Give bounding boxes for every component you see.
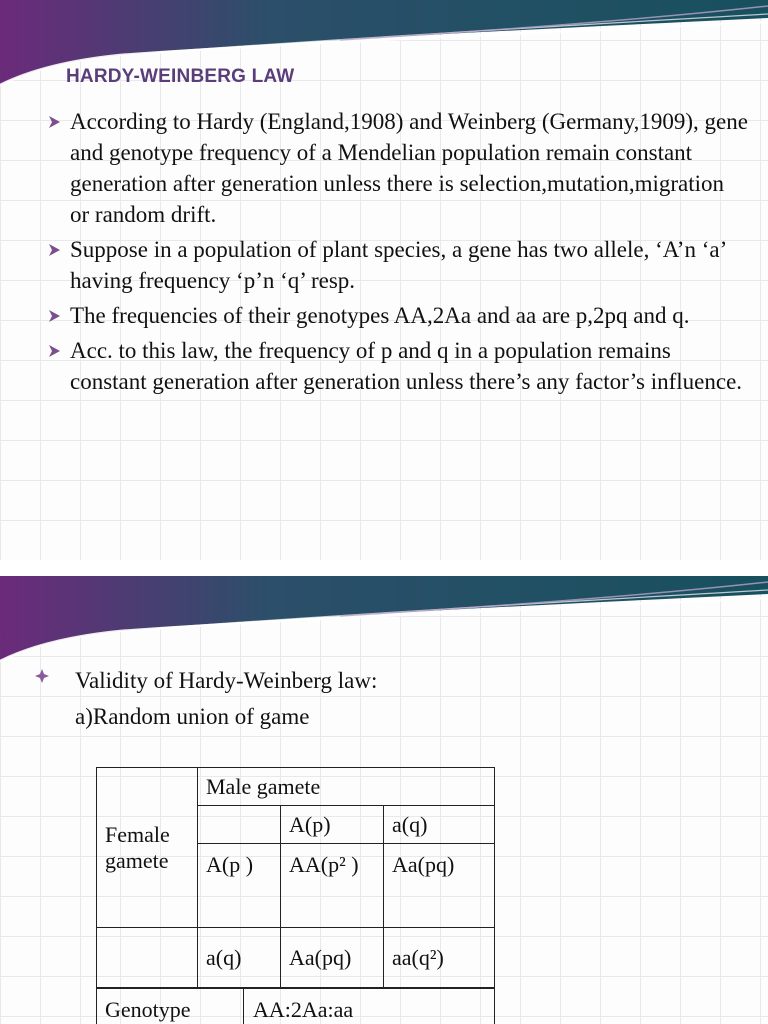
- slide-gap: [0, 560, 768, 576]
- genotype-value: AA:2Aa:aa: [253, 997, 354, 1022]
- row-header-cell: A(p ): [198, 844, 281, 928]
- bullet-arrow-icon: [48, 309, 61, 323]
- slide-title: HARDY-WEINBERG LAW: [66, 66, 295, 87]
- slide-2: [0, 576, 768, 1024]
- bullet-item: [48, 335, 748, 397]
- bullet-text: Suppose in a population of plant species, a gene has two allele, ‘A’n ‘a’ having frequency ‘p’n ‘q’ resp.: [70, 237, 726, 293]
- bullet-arrow-icon: [48, 243, 61, 257]
- genotype-label: Genotype: [105, 997, 191, 1022]
- validity-heading: Validity of Hardy-Weinberg law:: [75, 668, 378, 693]
- bullet-list: [48, 106, 748, 401]
- slide-header-banner: [0, 576, 768, 676]
- bullet-arrow-icon: [48, 344, 61, 358]
- validity-subheading: a)Random union of game: [75, 704, 310, 729]
- table-cell: Aa(pq): [384, 844, 495, 928]
- punnett-square-table: [96, 767, 495, 988]
- table-corner-cell: [198, 806, 281, 844]
- row-header-cell: a(q): [198, 928, 281, 988]
- bullet-text: Acc. to this law, the frequency of p and q in a population remains constant generation after generation unless there’s any factor’s influence.: [70, 338, 743, 394]
- bullet-text: The frequencies of their genotypes AA,2Aa and aa are p,2pq and q.: [70, 303, 690, 328]
- bullet-text: According to Hardy (England,1908) and Weinberg (Germany,1909), gene and genotype frequency of a Mendelian population remain constant generation after generation unless there is selection,mutation,migration or random drift.: [70, 109, 748, 227]
- genotype-row: [96, 988, 495, 1024]
- col-header-cell: A(p): [281, 806, 384, 844]
- diamond-bullet-icon: [34, 668, 50, 684]
- table-cell: aa(q²): [384, 928, 495, 988]
- bullet-item: [48, 300, 748, 331]
- female-gamete-header: Female gamete: [97, 768, 198, 928]
- table-cell: [97, 928, 198, 988]
- genotype-divider: [243, 989, 244, 1024]
- bullet-arrow-icon: [48, 115, 61, 129]
- bullet-item: [48, 106, 748, 230]
- table-cell: Aa(pq): [281, 928, 384, 988]
- bullet-item: [48, 234, 748, 296]
- table-cell: AA(p² ): [281, 844, 384, 928]
- male-gamete-header: Male gamete: [198, 768, 495, 806]
- col-header-cell: a(q): [384, 806, 495, 844]
